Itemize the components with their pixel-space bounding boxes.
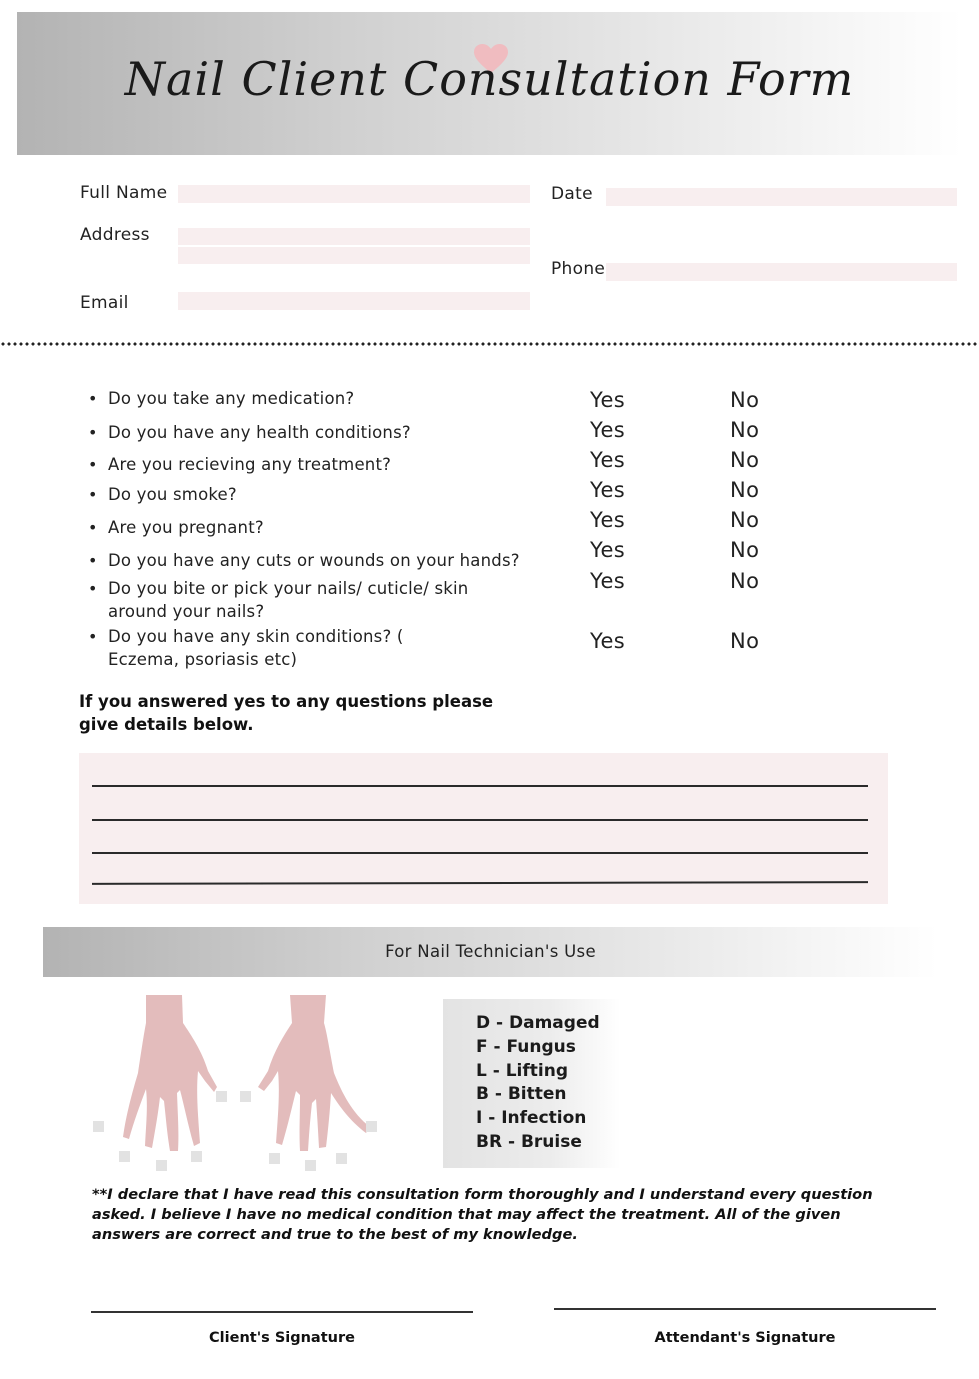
- attendant-signature-line[interactable]: [554, 1308, 936, 1310]
- email-label: Email: [80, 293, 129, 313]
- q1-no-option[interactable]: No: [730, 388, 760, 412]
- phone-field[interactable]: [606, 263, 957, 281]
- q1-yes-option[interactable]: Yes: [590, 388, 626, 412]
- question-4: • Do you smoke?: [88, 483, 548, 506]
- details-line: [92, 881, 868, 884]
- question-1: • Do you take any medication?: [88, 387, 548, 410]
- address-field-line-1[interactable]: [178, 228, 530, 245]
- phone-label: Phone: [551, 259, 606, 279]
- attendant-signature-label: Attendant's Signature: [654, 1330, 836, 1346]
- q7-yes-option[interactable]: Yes: [590, 569, 626, 593]
- q6-no-option[interactable]: No: [730, 538, 760, 562]
- q5-yes-option[interactable]: Yes: [590, 508, 626, 532]
- q2-no-option[interactable]: No: [730, 418, 760, 442]
- question-6: • Do you have any cuts or wounds on your hands?: [88, 549, 548, 572]
- email-field[interactable]: [178, 292, 530, 310]
- question-8: • Do you have any skin conditions? ( Eczema, psoriasis etc): [88, 625, 468, 671]
- details-prompt: If you answered yes to any questions please give details below.: [79, 692, 494, 734]
- details-line: [92, 785, 868, 787]
- question-3: • Are you recieving any treatment?: [88, 453, 548, 476]
- details-box[interactable]: [79, 753, 888, 904]
- question-2: • Do you have any health conditions?: [88, 421, 548, 444]
- full-name-label: Full Name: [80, 183, 168, 203]
- question-5: • Are you pregnant?: [88, 516, 548, 539]
- q4-yes-option[interactable]: Yes: [590, 478, 626, 502]
- client-signature-line[interactable]: [91, 1311, 473, 1313]
- q3-yes-option[interactable]: Yes: [590, 448, 626, 472]
- date-label: Date: [551, 184, 593, 204]
- address-label: Address: [80, 225, 150, 245]
- q4-no-option[interactable]: No: [730, 478, 760, 502]
- q6-yes-option[interactable]: Yes: [590, 538, 626, 562]
- left-hand-icon: [123, 995, 217, 1151]
- declaration-text: **I declare that I have read this consultation form thoroughly and I understand every question asked. I believe I have no medical condition that may affect the treatment. All of the given answers are correct and true to the best of my knowledge.: [92, 1186, 873, 1243]
- q5-no-option[interactable]: No: [730, 508, 760, 532]
- details-line: [92, 852, 868, 854]
- legend-item: L - Lifting: [476, 1060, 569, 1081]
- details-line: [92, 819, 868, 821]
- hands-diagram: [88, 993, 388, 1176]
- legend-item: I - Infection: [476, 1108, 587, 1129]
- q3-no-option[interactable]: No: [730, 448, 760, 472]
- q2-yes-option[interactable]: Yes: [590, 418, 626, 442]
- q8-no-option[interactable]: No: [730, 629, 760, 653]
- legend-item: BR - Bruise: [476, 1131, 582, 1152]
- legend-item: D - Damaged: [476, 1013, 600, 1033]
- technician-bar-label: For Nail Technician's Use: [385, 942, 596, 961]
- right-hand-icon: [258, 995, 370, 1151]
- form-title: Nail Client Consultation Form: [124, 52, 855, 106]
- full-name-field[interactable]: [178, 185, 530, 203]
- question-7: • Do you bite or pick your nails/ cuticle/ skin around your nails?: [88, 577, 528, 623]
- date-field[interactable]: [606, 188, 957, 206]
- q7-no-option[interactable]: No: [730, 569, 760, 593]
- legend-list: [476, 1012, 600, 1155]
- legend-item: B - Bitten: [476, 1084, 567, 1105]
- client-signature-label: Client's Signature: [209, 1330, 355, 1346]
- dotted-divider: [0, 341, 979, 347]
- q8-yes-option[interactable]: Yes: [590, 629, 626, 653]
- address-field-line-2[interactable]: [178, 247, 530, 264]
- legend-item: F - Fungus: [476, 1036, 576, 1057]
